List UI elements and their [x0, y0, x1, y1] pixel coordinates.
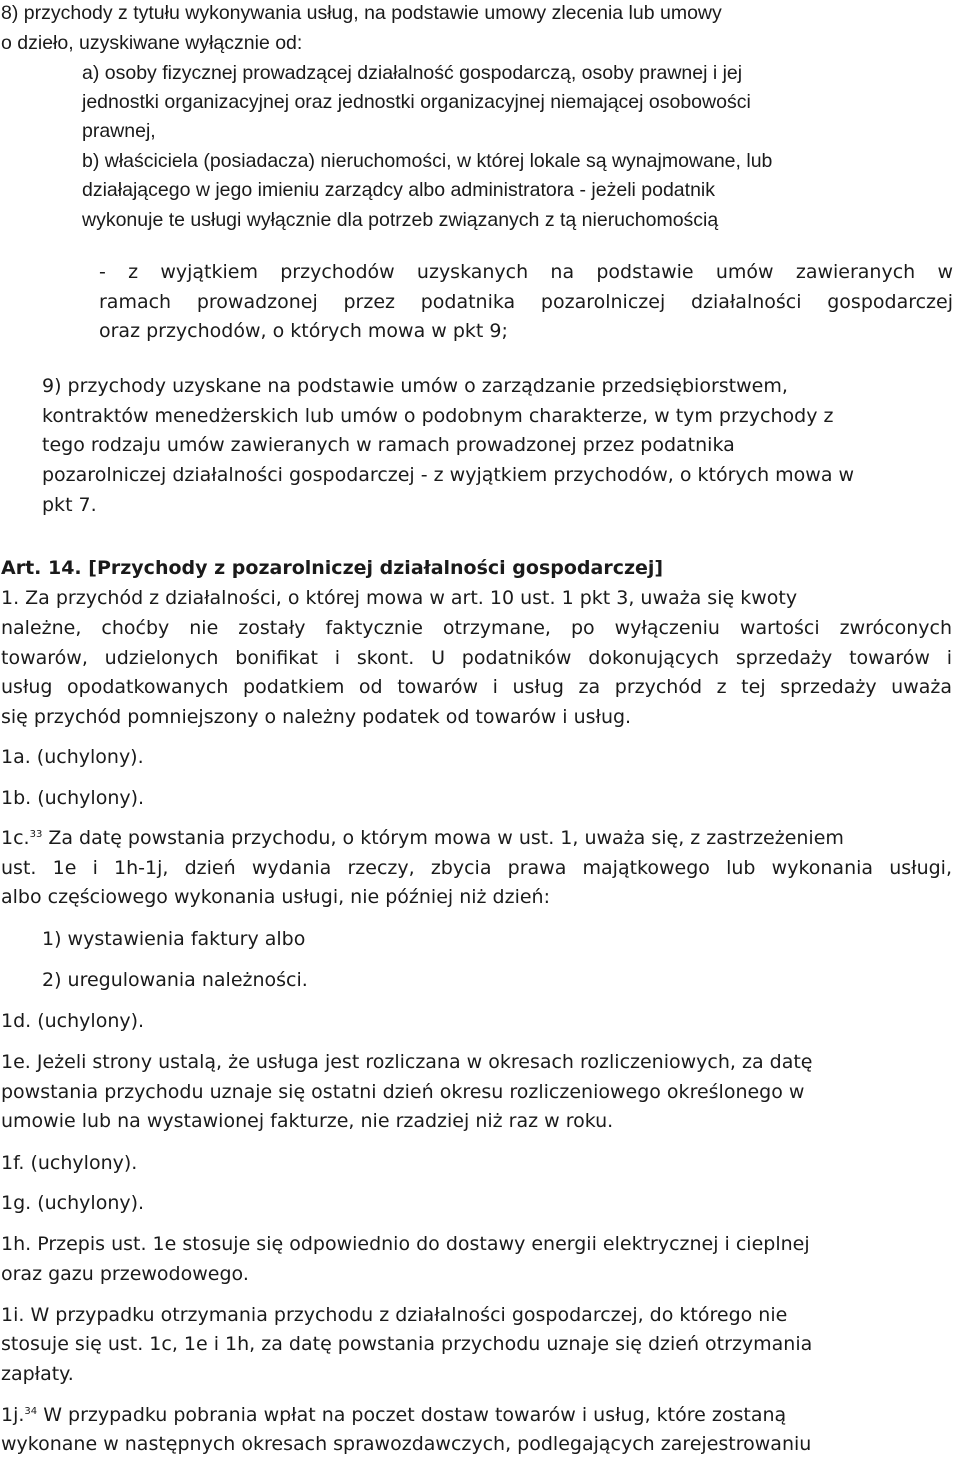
paragraph-1i-line: 1i. W przypadku otrzymania przychodu z działalności gospodarczej, do którego nie: [1, 1304, 788, 1326]
paragraph-1-line: 1. Za przychód z działalności, o której mowa w art. 10 ust. 1 pkt 3, uważa się kwoty: [1, 587, 798, 609]
paragraph-1j-text: W przypadku pobrania wpłat na poczet dostaw towarów i usług, które zostaną: [37, 1404, 787, 1426]
item-9-line: tego rodzaju umów zawieranych w ramach prowadzonej przez podatnika: [42, 434, 735, 456]
paragraph-1j-number: 1j.: [1, 1404, 25, 1426]
paragraph-1g: 1g. (uchylony).: [1, 1192, 145, 1214]
paragraph-1e-line: 1e. Jeżeli strony ustalą, że usługa jest rozliczana w okresach rozliczeniowych, za datę: [1, 1051, 813, 1073]
item-8-exception-line: oraz przychodów, o których mowa w pkt 9;: [99, 320, 508, 342]
paragraph-1i-line: stosuje się ust. 1c, 1e i 1h, za datę powstania przychodu uznaje się dzień otrzymania: [1, 1333, 813, 1355]
item-8-exception-line: - z wyjątkiem przychodów uzyskanych na podstawie umów zawieranych w: [99, 261, 953, 283]
paragraph-1h-line: oraz gazu przewodowego.: [1, 1263, 249, 1285]
paragraph-1c-text: Za datę powstania przychodu, o którym mowa w ust. 1, uważa się, z zastrzeżeniem: [42, 827, 844, 849]
item-8b-line: b) właściciela (posiadacza) nieruchomości, w której lokale są wynajmowane, lub: [82, 150, 773, 172]
paragraph-1d: 1d. (uchylony).: [1, 1010, 145, 1032]
paragraph-1j-line: [1, 1402, 786, 1428]
paragraph-1a: 1a. (uchylony).: [1, 746, 144, 768]
footnote-ref-34: 34: [24, 1406, 38, 1417]
item-9-line: pkt 7.: [42, 494, 97, 516]
item-8-line: o dzieło, uzyskiwane wyłącznie od:: [1, 32, 303, 54]
article-heading: Art. 14. [Przychody z pozarolniczej działalności gospodarczej]: [1, 557, 664, 579]
item-8b-line: działającego w jego imieniu zarządcy albo administratora - jeżeli podatnik: [82, 179, 715, 201]
paragraph-1-line: towarów, udzielonych bonifikat i skont. U podatników dokonujących sprzedaży towarów i: [1, 647, 952, 669]
item-8a-line: a) osoby fizycznej prowadzącej działalność gospodarczą, osoby prawnej i jej: [82, 62, 743, 84]
paragraph-1f: 1f. (uchylony).: [1, 1152, 138, 1174]
paragraph-1c-line: [1, 825, 844, 851]
item-8-exception-line: ramach prowadzonej przez podatnika pozarolniczej działalności gospodarczej: [99, 291, 953, 313]
paragraph-1c-item: 1) wystawienia faktury albo: [42, 928, 306, 950]
paragraph-1-line: należne, choćby nie zostały faktycznie otrzymane, po wyłączeniu wartości zwróconych: [1, 617, 952, 639]
paragraph-1c-number: 1c.: [1, 827, 30, 849]
paragraph-1j-line: wykonane w następnych okresach sprawozdawczych, podlegających zarejestrowaniu: [1, 1433, 812, 1455]
paragraph-1h-line: 1h. Przepis ust. 1e stosuje się odpowiednio do dostawy energii elektrycznej i cieplnej: [1, 1233, 810, 1255]
item-9-line: kontraktów menedżerskich lub umów o podobnym charakterze, w tym przychody z: [42, 405, 834, 427]
paragraph-1-line: usług opodatkowanych podatkiem od towarów i usług za przychód z tej sprzedaży uważa: [1, 676, 952, 698]
paragraph-1c-line: ust. 1e i 1h-1j, dzień wydania rzeczy, zbycia prawa majątkowego lub wykonania usługi,: [1, 857, 952, 879]
item-9-line: pozarolniczej działalności gospodarczej - z wyjątkiem przychodów, o których mowa w: [42, 464, 855, 486]
paragraph-1c-line: albo częściowego wykonania usługi, nie później niż dzień:: [1, 886, 550, 908]
paragraph-1-line: się przychód pomniejszony o należny podatek od towarów i usług.: [1, 706, 632, 728]
footnote-ref-33: 33: [29, 829, 43, 840]
item-8a-line: jednostki organizacyjnej oraz jednostki organizacyjnej niemającej osobowości: [82, 91, 751, 113]
item-9-line: 9) przychody uzyskane na podstawie umów o zarządzanie przedsiębiorstwem,: [42, 375, 788, 397]
paragraph-1i-line: zapłaty.: [1, 1363, 74, 1385]
item-8b-line: wykonuje te usługi wyłącznie dla potrzeb związanych z tą nieruchomością: [82, 209, 719, 231]
paragraph-1b: 1b. (uchylony).: [1, 787, 145, 809]
paragraph-1c-item: 2) uregulowania należności.: [42, 969, 308, 991]
item-8a-line: prawnej,: [82, 120, 156, 142]
paragraph-1e-line: powstania przychodu uznaje się ostatni dzień okresu rozliczeniowego określonego w: [1, 1081, 805, 1103]
paragraph-1e-line: umowie lub na wystawionej fakturze, nie rzadziej niż raz w roku.: [1, 1110, 614, 1132]
item-8-line: 8) przychody z tytułu wykonywania usług, na podstawie umowy zlecenia lub umowy: [1, 2, 722, 24]
